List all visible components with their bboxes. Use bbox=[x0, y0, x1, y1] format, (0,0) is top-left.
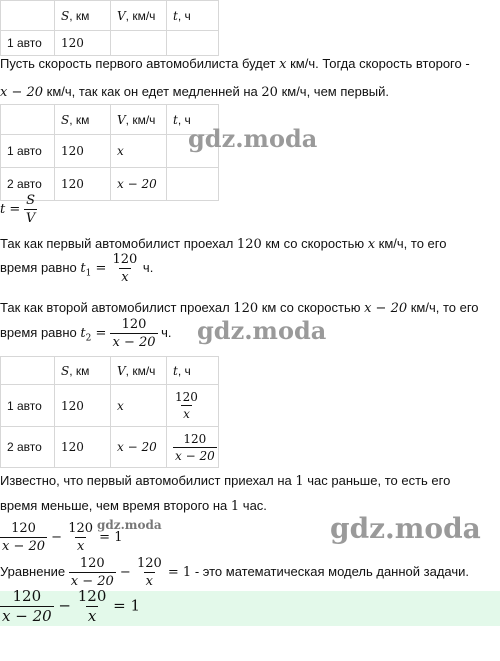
row-label-auto1: 1 авто bbox=[1, 385, 55, 427]
table-header-time: t, ч bbox=[167, 105, 219, 135]
table-header-distance: S, км bbox=[55, 1, 111, 31]
cell-speed-1: x bbox=[111, 385, 167, 427]
cell-speed-2: x − 20 bbox=[111, 168, 167, 201]
watermark-small: gdz.moda bbox=[97, 518, 162, 532]
cell-distance-2: 120 bbox=[55, 168, 111, 201]
equation-first: $\frac{120}{x - 20}$ − $\frac{120}{x}$ = 1 bbox=[2, 521, 123, 554]
paragraph-earlier-arrival: Известно, что первый автомобилист приехал на 1 час раньше, то есть его bbox=[0, 473, 451, 489]
watermark: gdz.moda bbox=[330, 512, 481, 545]
cell-distance-1: 120 bbox=[55, 135, 111, 168]
table-initial bbox=[0, 0, 219, 56]
time1-denominator: x bbox=[121, 270, 129, 285]
table-header-speed: V, км/ч bbox=[111, 357, 167, 385]
formula-time: t = $\frac{S}{V}$ bbox=[0, 193, 36, 226]
cell-distance-1: 120 bbox=[55, 385, 111, 427]
table-header-speed: V, км/ч bbox=[111, 105, 167, 135]
formula-numerator: S bbox=[26, 193, 36, 208]
time2-denominator: x − 20 bbox=[112, 335, 156, 350]
table-header-empty bbox=[1, 105, 55, 135]
paragraph-first-time: время равно $t_1$ = $\frac{120}{x}$ ч. bbox=[0, 252, 154, 285]
cell-time-2: $\frac{120}{x - 20}$ bbox=[167, 427, 219, 468]
table-header-time: t, ч bbox=[167, 1, 219, 31]
cell-distance-2: 120 bbox=[55, 427, 111, 468]
row-label-auto1: 1 авто bbox=[1, 135, 55, 168]
row-label-auto1: 1 авто bbox=[1, 31, 55, 56]
formula-denominator: V bbox=[25, 211, 36, 226]
watermark: gdz.moda bbox=[188, 124, 318, 153]
row-label-auto2: 2 авто bbox=[1, 427, 55, 468]
table-speeds bbox=[0, 104, 219, 201]
table-header-distance: S, км bbox=[55, 105, 111, 135]
paragraph-speed-first: Пусть скорость первого автомобилиста будет x км/ч. Тогда скорость второго - bbox=[0, 56, 470, 72]
table-header-speed: V, км/ч bbox=[111, 1, 167, 31]
table-header-time: t, ч bbox=[167, 357, 219, 385]
watermark: gdz.moda bbox=[197, 316, 327, 345]
paragraph-second-time: время равно $t_2$ = $\frac{120}{x - 20}$ ч. bbox=[0, 317, 172, 350]
table-header-empty bbox=[1, 357, 55, 385]
equation-final: $\frac{120}{x - 20}$ − $\frac{120}{x}$ = 1 bbox=[2, 587, 141, 625]
paragraph-equation-model: Уравнение $\frac{120}{x - 20}$ − $\frac{120}{x}$ = 1 - это математическая модель данной задачи. bbox=[0, 556, 470, 589]
row-label-auto2: 2 авто bbox=[1, 168, 55, 201]
time2-numerator: 120 bbox=[121, 317, 147, 332]
paragraph-first-driver: Так как первый автомобилист проехал 120 км со скоростью x км/ч, то его bbox=[0, 236, 447, 252]
paragraph-speed-second: x − 20 км/ч, так как он едет медленней на 20 км/ч, чем первый. bbox=[0, 84, 389, 100]
cell-speed-2: x − 20 bbox=[111, 427, 167, 468]
table-header-empty bbox=[1, 1, 55, 31]
table-complete bbox=[0, 356, 219, 468]
cell-time-1: $\frac{120}{x}$ bbox=[167, 385, 219, 427]
time1-numerator: 120 bbox=[112, 252, 138, 267]
paragraph-second-driver: Так как второй автомобилист проехал 120 км со скоростью x − 20 км/ч, то его bbox=[0, 300, 479, 316]
paragraph-time-difference: время меньше, чем время второго на 1 час. bbox=[0, 498, 267, 514]
cell-distance-1: 120 bbox=[55, 31, 111, 56]
cell-time-2 bbox=[167, 168, 219, 201]
cell-speed-1 bbox=[111, 31, 167, 56]
cell-time-1 bbox=[167, 31, 219, 56]
table-header-distance: S, км bbox=[55, 357, 111, 385]
cell-speed-1: x bbox=[111, 135, 167, 168]
